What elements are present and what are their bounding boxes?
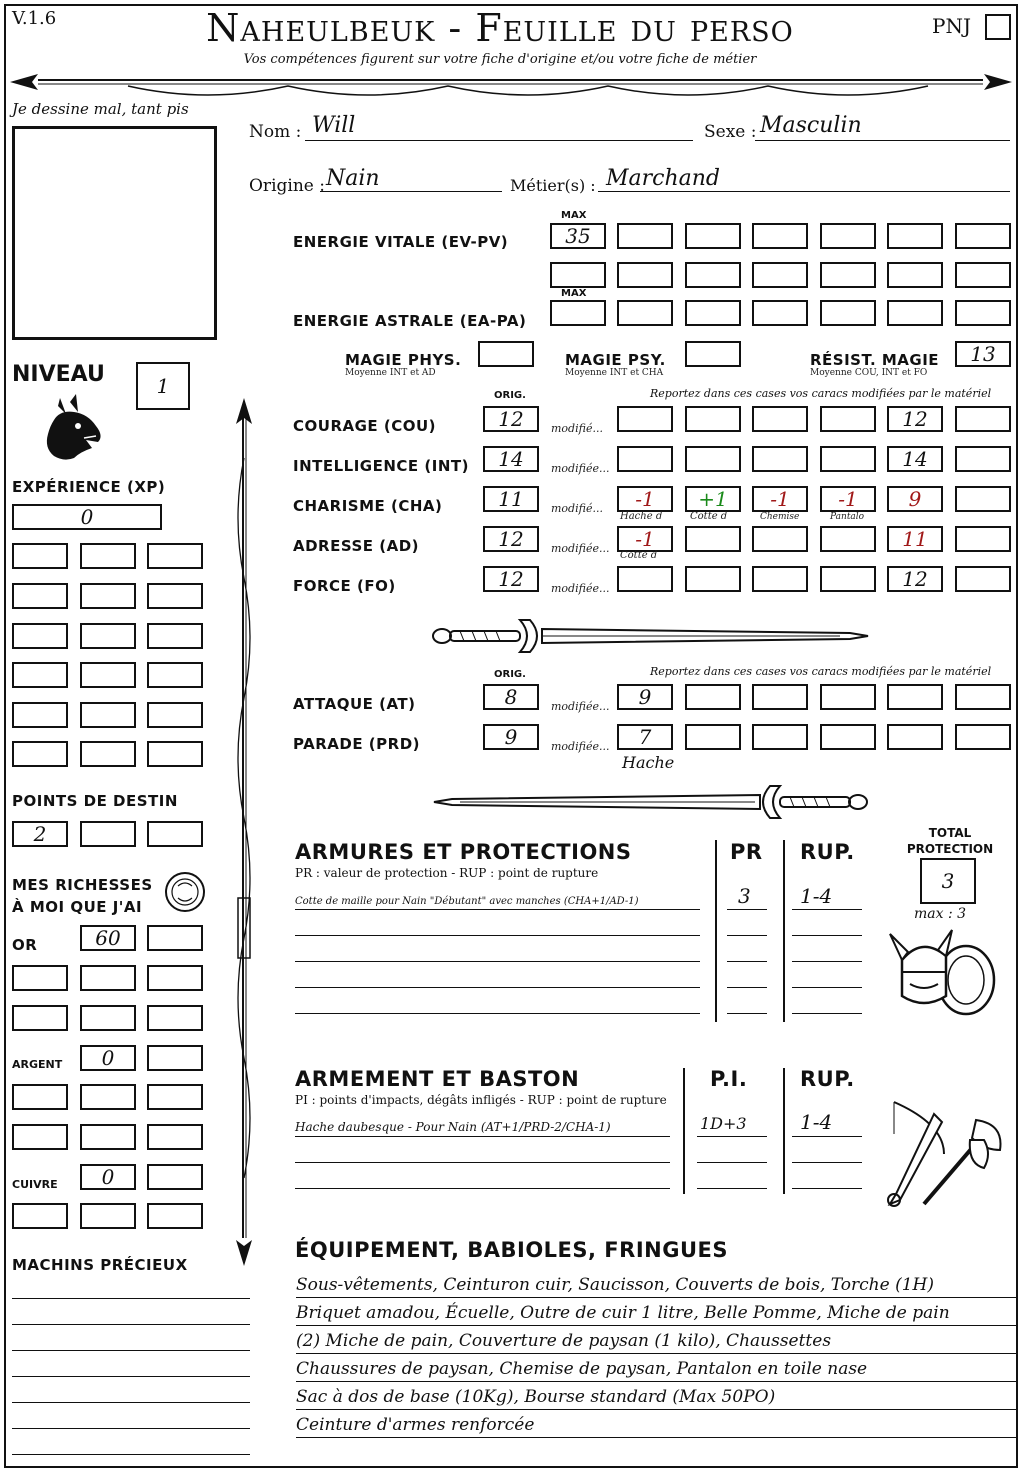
destin-box[interactable]: [147, 821, 203, 847]
xp-box[interactable]: [80, 583, 136, 609]
orig-label: ORIG.: [494, 390, 526, 401]
or-box[interactable]: [12, 1005, 68, 1031]
armure-line[interactable]: [295, 935, 700, 936]
courage-mod-box[interactable]: [752, 406, 808, 432]
ev-box[interactable]: [617, 262, 673, 288]
rup-line[interactable]: [792, 987, 862, 988]
argent-box[interactable]: [147, 1045, 203, 1071]
ev-box[interactable]: [955, 223, 1011, 249]
armures-note: PR : valeur de protection - RUP : point de rupture: [295, 866, 599, 880]
magie-psy-note: Moyenne INT et CHA: [565, 368, 664, 378]
or-label: OR: [12, 936, 38, 954]
rup-line: [792, 1136, 862, 1137]
ev-box[interactable]: [617, 223, 673, 249]
nom-label: Nom :: [249, 122, 302, 142]
magie-psy-box[interactable]: [685, 341, 741, 367]
pi-line[interactable]: [697, 1162, 767, 1163]
modifiee-label: modifiée...: [551, 542, 610, 555]
ev-box[interactable]: [820, 262, 876, 288]
parade-mod-box[interactable]: [955, 724, 1011, 750]
total-protection-max: max : 3: [914, 906, 967, 922]
charisme-mod-box[interactable]: -1: [617, 486, 673, 512]
page-subtitle: Vos compétences figurent sur votre fiche d'origine et/ou votre fiche de métier: [243, 52, 757, 67]
argent-box[interactable]: [80, 1084, 136, 1110]
xp-box[interactable]: [80, 623, 136, 649]
xp-box[interactable]: [80, 702, 136, 728]
machins-label: MACHINS PRÉCIEUX: [12, 1256, 188, 1274]
parade-mod-box[interactable]: [685, 724, 741, 750]
armures-divider: [715, 840, 717, 1022]
attaque-mod-box[interactable]: [685, 684, 741, 710]
ea-box[interactable]: [752, 300, 808, 326]
resist-magie-label: RÉSIST. MAGIE: [810, 351, 940, 369]
xp-box[interactable]: [147, 623, 203, 649]
or-box[interactable]: [147, 965, 203, 991]
modifiee-label: modifiée...: [551, 582, 610, 595]
or-box[interactable]: [80, 965, 136, 991]
destin-box[interactable]: 2: [12, 821, 68, 847]
portrait-caption: Je dessine mal, tant pis: [12, 100, 189, 118]
argent-box[interactable]: 0: [80, 1045, 136, 1071]
attaque-mod-box[interactable]: [820, 684, 876, 710]
machins-line[interactable]: [12, 1428, 250, 1429]
ea-label: ENERGIE ASTRALE (EA-PA): [293, 312, 527, 330]
intelligence-mod-box[interactable]: [685, 446, 741, 472]
charisme-mod-note: Hache d: [620, 511, 663, 522]
courage-mod-box[interactable]: 12: [887, 406, 943, 432]
parade-mod-box[interactable]: [887, 724, 943, 750]
ev-box[interactable]: [887, 262, 943, 288]
magie-phys-label: MAGIE PHYS.: [345, 351, 462, 369]
parade-label: PARADE (PRD): [293, 735, 421, 753]
charisme-mod-note: Chemise: [760, 512, 800, 522]
experience-box[interactable]: 0: [12, 504, 162, 530]
pi-header: P.I.: [710, 1067, 748, 1091]
rup-line[interactable]: [792, 1162, 862, 1163]
or-box[interactable]: [80, 1005, 136, 1031]
ea-box[interactable]: [820, 300, 876, 326]
argent-box[interactable]: [147, 1124, 203, 1150]
or-box[interactable]: [147, 925, 203, 951]
armement-rup-header: RUP.: [800, 1067, 855, 1091]
charisme-mod-note: Pantalo: [830, 512, 865, 522]
parade-mod-box[interactable]: 7: [617, 724, 673, 750]
version-label: V.1.6: [12, 8, 57, 29]
xp-box[interactable]: [12, 543, 68, 569]
modifiee-label: modifiée...: [551, 700, 610, 713]
argent-box[interactable]: [80, 1124, 136, 1150]
nom-value[interactable]: Will: [312, 113, 356, 138]
total-protection-box[interactable]: 3: [920, 858, 976, 904]
ea-box[interactable]: [617, 300, 673, 326]
vertical-spear-ornament: [230, 398, 258, 1266]
ev-box[interactable]: [887, 223, 943, 249]
xp-box[interactable]: [12, 662, 68, 688]
xp-box[interactable]: [147, 543, 203, 569]
combat-orig-label: ORIG.: [494, 669, 526, 680]
armure-line: [295, 909, 700, 910]
xp-box[interactable]: [147, 741, 203, 767]
niveau-box[interactable]: 1: [136, 362, 190, 410]
intelligence-mod-box[interactable]: [820, 446, 876, 472]
xp-box[interactable]: [147, 583, 203, 609]
argent-box[interactable]: [12, 1124, 68, 1150]
ev-label: ENERGIE VITALE (EV-PV): [293, 233, 509, 251]
arme-item-name[interactable]: Hache daubesque - Pour Nain (AT+1/PRD-2/CHA-1): [295, 1120, 611, 1134]
intelligence-orig-box[interactable]: 14: [483, 446, 539, 472]
ea-box[interactable]: [955, 300, 1011, 326]
pr-header: PR: [730, 840, 763, 864]
resist-magie-note: Moyenne COU, INT et FO: [810, 368, 928, 378]
arme-item-rup[interactable]: 1-4: [800, 1110, 833, 1134]
sexe-label: Sexe :: [704, 122, 757, 142]
origine-label: Origine :: [249, 176, 325, 196]
equipement-title: ÉQUIPEMENT, BABIOLES, FRINGUES: [295, 1238, 728, 1262]
crossed-weapons-icon: [884, 1094, 1008, 1212]
sword-icon: [430, 778, 870, 826]
xp-box[interactable]: [80, 741, 136, 767]
xp-box[interactable]: [12, 702, 68, 728]
charisme-label: CHARISME (CHA): [293, 497, 443, 515]
sexe-value[interactable]: Masculin: [760, 113, 862, 138]
courage-mod-box[interactable]: [685, 406, 741, 432]
rup-line[interactable]: [792, 1013, 862, 1014]
ev-box[interactable]: [685, 223, 741, 249]
cuivre-box[interactable]: 0: [80, 1164, 136, 1190]
page-title: Naheulbeuk - Feuille du perso: [206, 6, 794, 50]
argent-label: ARGENT: [12, 1058, 63, 1071]
xp-box[interactable]: [12, 741, 68, 767]
experience-label: EXPÉRIENCE (XP): [12, 478, 166, 496]
ev-box[interactable]: [550, 262, 606, 288]
force-mod-box[interactable]: [955, 566, 1011, 592]
machins-line[interactable]: [12, 1350, 250, 1351]
equipement-line[interactable]: Sac à dos de base (10Kg), Bourse standard (Max 50PO): [296, 1386, 1016, 1410]
ev-max-box[interactable]: 35: [550, 223, 606, 249]
attaque-mod-box[interactable]: [752, 684, 808, 710]
charisme-mod-note: Cotte d: [690, 511, 728, 522]
force-mod-box[interactable]: [820, 566, 876, 592]
charisme-mod-box[interactable]: 9: [887, 486, 943, 512]
adresse-mod-box[interactable]: [820, 526, 876, 552]
ev-box[interactable]: [955, 262, 1011, 288]
armure-line[interactable]: [295, 987, 700, 988]
sword-icon: [430, 612, 870, 660]
armement-note: PI : points d'impacts, dégâts infligés - RUP : point de rupture: [295, 1093, 667, 1107]
attaque-mod-box[interactable]: 9: [617, 684, 673, 710]
cuivre-box[interactable]: [147, 1203, 203, 1229]
origine-value[interactable]: Nain: [326, 166, 380, 191]
machins-line[interactable]: [12, 1298, 250, 1299]
adresse-mod-box[interactable]: [752, 526, 808, 552]
courage-orig-box[interactable]: 12: [483, 406, 539, 432]
courage-mod-box[interactable]: [617, 406, 673, 432]
magie-phys-box[interactable]: [478, 341, 534, 367]
parade-orig-box[interactable]: 9: [483, 724, 539, 750]
ev-max-label: MAX: [561, 210, 587, 221]
equipement-line[interactable]: Briquet amadou, Écuelle, Outre de cuir 1 litre, Belle Pomme, Miche de pain: [296, 1302, 1016, 1326]
charisme-mod-box[interactable]: -1: [820, 486, 876, 512]
xp-box[interactable]: [147, 662, 203, 688]
destin-box[interactable]: [80, 821, 136, 847]
intelligence-mod-box[interactable]: [955, 446, 1011, 472]
pi-line: [697, 1136, 767, 1137]
xp-box[interactable]: [12, 623, 68, 649]
origine-line: [320, 191, 502, 192]
machins-line[interactable]: [12, 1376, 250, 1377]
equipement-line[interactable]: (2) Miche de pain, Couverture de paysan (1 kilo), Chaussettes: [296, 1330, 1016, 1354]
charisme-mod-box[interactable]: -1: [752, 486, 808, 512]
or-box[interactable]: [147, 1005, 203, 1031]
attaque-label: ATTAQUE (AT): [293, 695, 416, 713]
armement-divider: [683, 1068, 685, 1194]
adresse-mod-note: Cotte d: [620, 550, 658, 561]
pr-line: [727, 909, 767, 910]
ev-box[interactable]: [752, 262, 808, 288]
equipement-line[interactable]: Ceinture d'armes renforcée: [296, 1414, 1016, 1438]
adresse-mod-box[interactable]: [685, 526, 741, 552]
arme-line[interactable]: [295, 1188, 670, 1189]
armures-divider: [783, 840, 785, 1022]
intelligence-label: INTELLIGENCE (INT): [293, 457, 469, 475]
xp-box[interactable]: [80, 543, 136, 569]
pr-line[interactable]: [727, 987, 767, 988]
rup-line[interactable]: [792, 935, 862, 936]
attaque-mod-box[interactable]: [955, 684, 1011, 710]
ea-box[interactable]: [887, 300, 943, 326]
xp-box[interactable]: [12, 583, 68, 609]
pi-line[interactable]: [697, 1188, 767, 1189]
adresse-mod-box[interactable]: [955, 526, 1011, 552]
force-mod-box[interactable]: 12: [887, 566, 943, 592]
armure-item-name[interactable]: Cotte de maille pour Nain "Débutant" avec manches (CHA+1/AD-1): [295, 896, 639, 907]
equipement-line[interactable]: Chaussures de paysan, Chemise de paysan, Pantalon en toile nase: [296, 1358, 1016, 1382]
resist-magie-box[interactable]: 13: [955, 341, 1011, 367]
armures-title: ARMURES ET PROTECTIONS: [295, 840, 632, 864]
modifie-label: modifié...: [551, 502, 603, 515]
rup-line: [792, 909, 862, 910]
force-mod-box[interactable]: [685, 566, 741, 592]
metier-line: [598, 191, 1010, 192]
metier-value[interactable]: Marchand: [606, 166, 721, 191]
ev-box[interactable]: [752, 223, 808, 249]
charisme-mod-box[interactable]: +1: [685, 486, 741, 512]
arme-line[interactable]: [295, 1162, 670, 1163]
adresse-mod-box[interactable]: -1: [617, 526, 673, 552]
niveau-label: NIVEAU: [12, 362, 105, 387]
intelligence-mod-box[interactable]: [752, 446, 808, 472]
ea-max-box[interactable]: [550, 300, 606, 326]
portrait-box[interactable]: [12, 126, 217, 340]
charisme-orig-box[interactable]: 11: [483, 486, 539, 512]
cuivre-label: CUIVRE: [12, 1178, 58, 1191]
armure-item-pr[interactable]: 3: [738, 884, 751, 908]
cuivre-box[interactable]: [12, 1203, 68, 1229]
machins-line[interactable]: [12, 1402, 250, 1403]
armement-title: ARMEMENT ET BASTON: [295, 1067, 580, 1091]
armure-line[interactable]: [295, 1013, 700, 1014]
courage-label: COURAGE (COU): [293, 417, 437, 435]
combat-report-note: Reportez dans ces cases vos caracs modifiées par le matériel: [650, 665, 992, 678]
force-mod-box[interactable]: [752, 566, 808, 592]
total-protection-label: TOTAL: [928, 826, 972, 840]
arme-item-pi[interactable]: 1D+3: [700, 1114, 747, 1133]
parade-mod-box[interactable]: [752, 724, 808, 750]
modifiee-label: modifiée...: [551, 740, 610, 753]
modifiee-label: modifiée...: [551, 462, 610, 475]
argent-box[interactable]: [147, 1084, 203, 1110]
adresse-label: ADRESSE (AD): [293, 537, 420, 555]
metier-label: Métier(s) :: [510, 176, 596, 195]
adresse-mod-box[interactable]: 11: [887, 526, 943, 552]
machins-line[interactable]: [12, 1324, 250, 1325]
pnj-label: PNJ: [932, 14, 971, 38]
equipement-line[interactable]: Sous-vêtements, Ceinturon cuir, Saucisson, Couverts de bois, Torche (1H): [296, 1274, 1016, 1298]
total-protection-label: PROTECTION: [906, 842, 994, 856]
magie-psy-label: MAGIE PSY.: [565, 351, 666, 369]
or-box[interactable]: [12, 965, 68, 991]
pr-line[interactable]: [727, 935, 767, 936]
argent-box[interactable]: [12, 1084, 68, 1110]
rup-line[interactable]: [792, 961, 862, 962]
rup-line[interactable]: [792, 1188, 862, 1189]
pnj-checkbox[interactable]: [985, 14, 1011, 40]
helmet-shield-icon: [888, 926, 1000, 1022]
xp-box[interactable]: [147, 702, 203, 728]
armure-line[interactable]: [295, 961, 700, 962]
pr-line[interactable]: [727, 961, 767, 962]
pr-line[interactable]: [727, 1013, 767, 1014]
richesses-label-line2: À MOI QUE J'AI: [12, 898, 143, 916]
destin-label: POINTS DE DESTIN: [12, 792, 178, 810]
ev-box[interactable]: [820, 223, 876, 249]
ea-box[interactable]: [685, 300, 741, 326]
modifie-label: modifié...: [551, 422, 603, 435]
courage-mod-box[interactable]: [820, 406, 876, 432]
force-label: FORCE (FO): [293, 577, 396, 595]
cuivre-box[interactable]: [80, 1203, 136, 1229]
armement-divider: [783, 1068, 785, 1194]
ea-max-label: MAX: [561, 288, 587, 299]
attaque-orig-box[interactable]: 8: [483, 684, 539, 710]
adresse-orig-box[interactable]: 12: [483, 526, 539, 552]
or-box[interactable]: 60: [80, 925, 136, 951]
sexe-line: [755, 140, 1010, 141]
arme-line: [295, 1136, 670, 1137]
cuivre-box[interactable]: [147, 1164, 203, 1190]
parade-mod-note: Hache: [622, 753, 675, 772]
magie-phys-note: Moyenne INT et AD: [345, 368, 436, 378]
report-note: Reportez dans ces cases vos caracs modifiées par le matériel: [650, 387, 992, 400]
parade-mod-box[interactable]: [820, 724, 876, 750]
dragon-head-icon: [40, 392, 106, 464]
coin-icon: [163, 870, 207, 914]
richesses-label-line1: MES RICHESSES: [12, 876, 153, 894]
nom-line: [305, 140, 693, 141]
intelligence-mod-box[interactable]: [617, 446, 673, 472]
ev-box[interactable]: [685, 262, 741, 288]
rup-header: RUP.: [800, 840, 855, 864]
charisme-mod-box[interactable]: [955, 486, 1011, 512]
intelligence-mod-box[interactable]: 14: [887, 446, 943, 472]
force-mod-box[interactable]: [617, 566, 673, 592]
xp-box[interactable]: [80, 662, 136, 688]
machins-line[interactable]: [12, 1454, 250, 1455]
armure-item-rup[interactable]: 1-4: [800, 884, 833, 908]
courage-mod-box[interactable]: [955, 406, 1011, 432]
force-orig-box[interactable]: 12: [483, 566, 539, 592]
attaque-mod-box[interactable]: [887, 684, 943, 710]
